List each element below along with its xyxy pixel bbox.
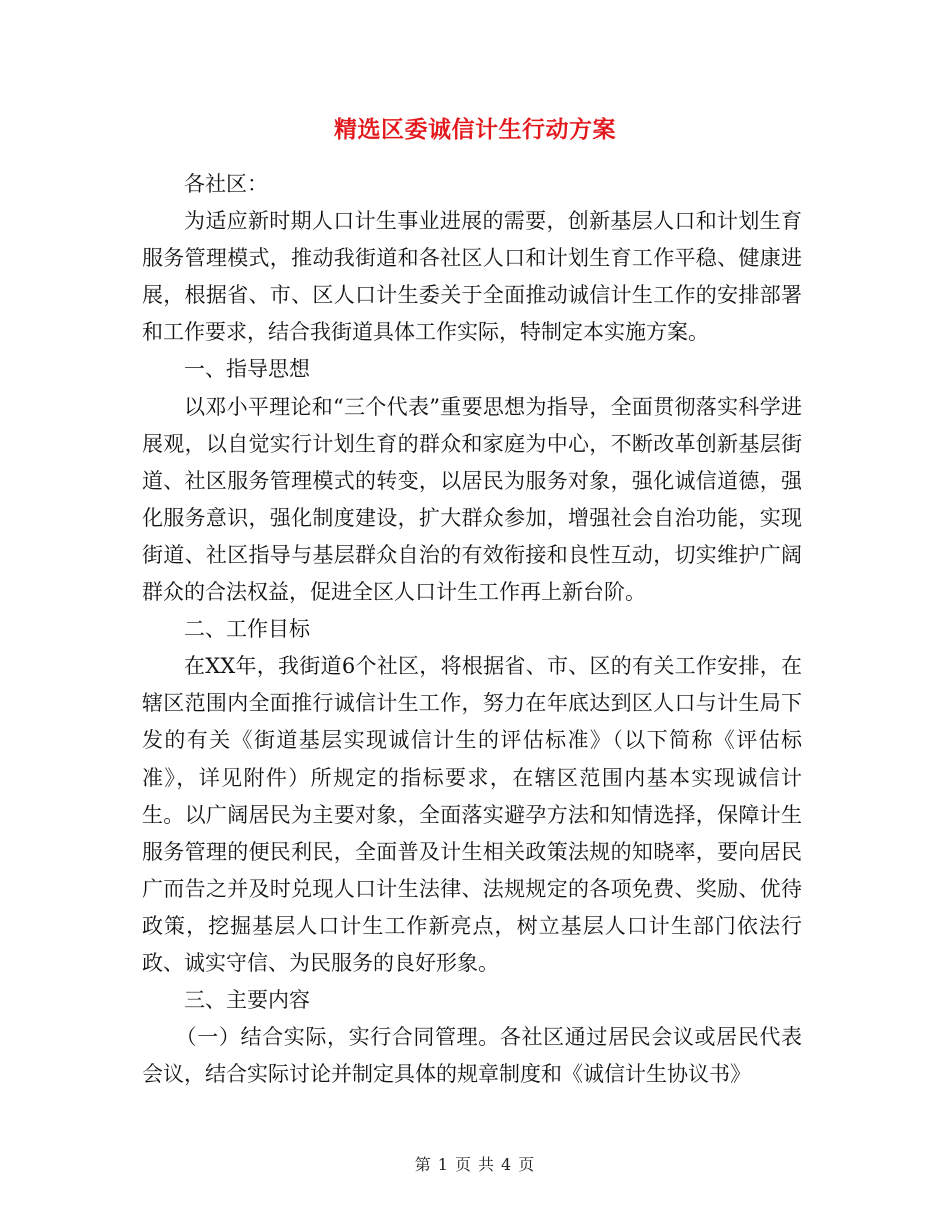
page-number-footer [0,1153,950,1177]
body-paragraph-work-goals: 在XX年，我街道6个社区，将根据省、市、区的有关工作安排，在辖区范围内全面推行诚信计生工作，努力在年底达到区人口与计生局下发的有关《街道基层实现诚信计生的评估标准》（以下简称《评估标准》，详见附件）所规定的指标要求，在辖区范围内基本实现诚信计生。以广阔居民为主要对象，全面落实避孕方法和知情选择，保障计生服务管理的便民利民，全面普及计生相关政策法规的知晓率，要向居民广而告之并及时兑现人口计生法律、法规规定的各项免费、奖励、优待政策，挖掘基层人口计生工作新亮点，树立基层人口计生部门依法行政、诚实守信、为民服务的良好形象。 [142,654,802,975]
section-heading-guiding-thought: 一、指导思想 [184,357,310,382]
body-paragraph-guiding-thought: 以邓小平理论和“三个代表”重要思想为指导，全面贯彻落实科学进展观，以自觉实行计划生育的群众和家庭为中心，不断改革创新基层街道、社区服务管理模式的转变，以居民为服务对象，强化诚信道德，强化服务意识，强化制度建设，扩大群众参加，增强社会自治功能，实现街道、社区指导与基层群众自治的有效衔接和良性互动，切实维护广阔群众的合法权益，促进全区人口计生工作再上新台阶。 [142,394,802,605]
footer-suffix: 页 [518,1155,536,1174]
footer-current-page: 1 [437,1155,449,1174]
body-paragraph-intro: 为适应新时期人口计生事业进展的需要，创新基层人口和计划生育服务管理模式，推动我街道和各社区人口和计划生育工作平稳、健康进展，根据省、市、区人口计生委关于全面推动诚信计生工作的安排部署和工作要求，结合我街道具体工作实际，特制定本实施方案。 [142,209,802,345]
footer-middle: 页 共 [454,1155,496,1174]
document-title: 精选区委诚信计生行动方案 [334,116,616,143]
section-heading-main-content: 三、主要内容 [184,988,310,1013]
section-heading-work-goals: 二、工作目标 [184,617,310,642]
salutation: 各社区： [184,172,268,196]
body-paragraph-contract-management: （一）结合实际，实行合同管理。各社区通过居民会议或居民代表会议，结合实际讨论并制定具体的规章制度和《诚信计生协议书》 [142,1025,802,1087]
document-body [142,166,802,1093]
footer-total-pages: 4 [501,1155,513,1174]
footer-prefix: 第 [414,1155,432,1174]
